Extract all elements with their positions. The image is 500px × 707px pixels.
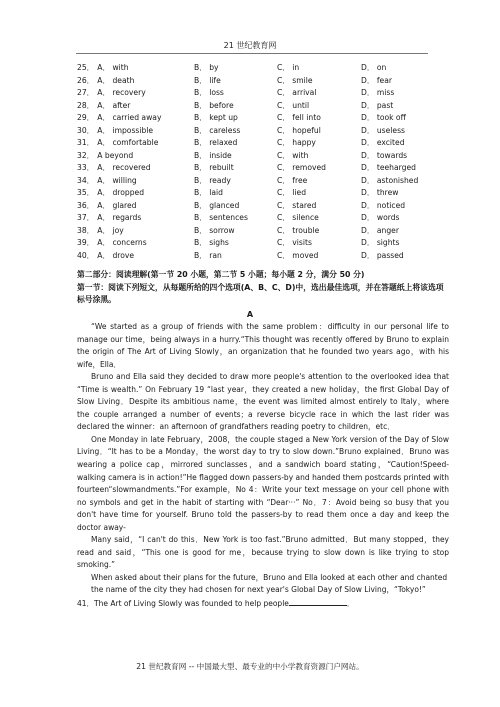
option-d: D． passed [361, 250, 404, 260]
question-number: 29． [77, 113, 95, 122]
option-b: B． loss [194, 88, 224, 97]
option-a-text: A． recovery [97, 88, 146, 97]
option-d: D． towards [361, 150, 408, 160]
option-row [77, 75, 447, 88]
option-b: B． sentences [194, 213, 248, 222]
question-number: 26． [77, 75, 95, 85]
option-a [77, 125, 153, 138]
option-c: C． in [277, 63, 300, 72]
option-a-text: A． death [97, 75, 135, 85]
section-title: 第二部分：阅读理解(第一节 20 小题，第二节 5 小题；每小题 2 分，满分 50 分) [77, 270, 365, 279]
option-row [77, 125, 447, 138]
question-number: 25． [77, 63, 95, 72]
option-c: C． hopeful [277, 125, 321, 135]
header-divider [76, 53, 428, 54]
option-a [77, 162, 151, 175]
option-a [77, 225, 124, 238]
option-row [77, 212, 447, 225]
option-d: D． past [361, 100, 394, 110]
question-number: 34． [77, 175, 95, 185]
passage-text [77, 321, 449, 611]
option-b: B． inside [194, 150, 232, 160]
option-row [77, 137, 447, 150]
option-a [77, 112, 161, 125]
page-footer: 21 世纪教育网 -- 中国最大型、最专业的中小学教育资源门户网站。 [136, 662, 364, 671]
question-41-text: 41．The Art of Living Slowly was founded to help people [77, 599, 289, 609]
option-a [77, 187, 144, 200]
question-number: 36． [77, 200, 95, 210]
option-d: D． fear [361, 75, 392, 85]
option-b: B． sorrow [194, 225, 235, 235]
option-a-text: A． joy [97, 225, 124, 235]
option-a [77, 137, 158, 150]
question-41 [77, 597, 449, 611]
option-d: D． teeharged [361, 163, 416, 172]
option-row [77, 100, 447, 113]
option-a-text: A． glared [97, 200, 137, 210]
paragraph-2: Bruno and Ella said they decided to draw more people's attention to the overlooked idea that “Time is wealth.” On February 19 “last year，they created a new holiday，the first Global Day of Slow Living．Despite its ambitious name，the event was limited almost entirely to Italy，where the couple arranged a number of events；a reverse bicycle race in which the last rider was declared the winner：an afternoon of grandfathers reading poetry to children，etc． [77, 372, 449, 432]
option-row [77, 150, 447, 163]
option-b: B． ready [194, 175, 231, 185]
question-number: 31． [77, 138, 95, 147]
section-instructions: 第一节：阅读下列短文，从每题所给的四个选项(A、B、C、D)中，选出最佳选项，并在答题纸上将该选项标号涂黑。 [77, 283, 444, 304]
option-c: C． happy [277, 138, 316, 147]
option-row [77, 175, 447, 188]
paragraph-6: the name of the city they had chosen for next year's Global Day of Slow Living，“Tokyo!” [91, 585, 426, 595]
option-c: C． trouble [277, 225, 320, 235]
option-d: D． took off [361, 113, 406, 122]
option-row [77, 87, 447, 100]
answer-options-list [77, 62, 447, 262]
paragraph-5: When asked about their plans for the future，Bruno and Ella looked at each other and chanted [91, 572, 448, 582]
option-a-text: A． concerns [97, 238, 147, 247]
option-b: B． rebuilt [194, 163, 234, 172]
option-row [77, 237, 447, 250]
option-row [77, 62, 447, 75]
question-number: 39． [77, 238, 95, 247]
passage-letter: A [246, 310, 254, 319]
question-number: 27． [77, 88, 95, 97]
option-c: C． with [277, 150, 309, 160]
option-a-text: A． after [97, 100, 131, 110]
option-d: D． words [361, 213, 400, 222]
option-d: D． threw [361, 188, 399, 197]
option-a [77, 75, 134, 88]
option-a-text: A． drove [97, 250, 135, 260]
option-a [77, 100, 130, 113]
option-c: C． fell into [277, 113, 321, 122]
option-a [77, 62, 129, 75]
paragraph-4: Many said，“I can't do this．New York is too fast.”Bruno admitted．But many stopped，they read and said，“This one is good for me，because trying to slow down is like trying to stop smoking.” [77, 535, 449, 570]
option-b: B． glanced [194, 200, 240, 210]
option-b: B． laid [194, 188, 223, 197]
option-a-text: A． with [97, 63, 129, 72]
option-c: C． smile [277, 75, 313, 85]
option-a-text: A． carried away [97, 113, 162, 122]
option-a-text: A beyond [97, 150, 134, 160]
option-a-text: A． regards [97, 213, 142, 222]
question-41-end: ． [346, 599, 355, 609]
question-number: 28． [77, 100, 95, 110]
option-b: B． sighs [194, 238, 229, 247]
option-row [77, 225, 447, 238]
option-row [77, 250, 447, 263]
option-a [77, 175, 137, 188]
option-b: B． before [194, 100, 234, 110]
option-c: C． stared [277, 200, 317, 210]
option-b: B． ran [194, 250, 222, 260]
option-c: C． free [277, 175, 308, 185]
option-a-text: A． dropped [97, 188, 145, 197]
option-d: D． on [361, 63, 387, 72]
answer-blank [289, 597, 347, 606]
option-row [77, 112, 447, 125]
option-a-text: A． impossible [97, 125, 154, 135]
paragraph-1: “We started as a group of friends with the same problem：difficulty in our personal life to manage our time，being always in a hurry.“This thought was recently offered by Bruno to explain the origin of The Art of Living Slowly，an organization that he founded two years ago，with his wife，Ella． [77, 322, 449, 369]
option-a [77, 212, 141, 225]
option-row [77, 200, 447, 213]
option-c: C． removed [277, 163, 326, 172]
option-d: D． anger [361, 225, 399, 235]
option-d: D． astonished [361, 175, 419, 185]
question-number: 32． [77, 150, 95, 160]
option-d: D． miss [361, 88, 395, 97]
question-number: 30． [77, 125, 95, 135]
option-row [77, 162, 447, 175]
option-row [77, 187, 447, 200]
option-a [77, 200, 137, 213]
option-d: D． useless [361, 125, 405, 135]
option-a [77, 87, 146, 100]
question-number: 38． [77, 225, 95, 235]
option-a [77, 237, 147, 250]
option-b: B． careless [194, 125, 241, 135]
option-a [77, 150, 133, 163]
option-b: B． relaxed [194, 138, 238, 147]
option-c: C． until [277, 100, 310, 110]
page-header: 21 世纪教育网 [223, 41, 277, 50]
option-d: D． noticed [361, 200, 406, 210]
option-a-text: A． comfortable [97, 138, 159, 147]
option-b: B． kept up [194, 113, 238, 122]
option-a-text: A． recovered [97, 163, 151, 172]
option-b: B． by [194, 63, 219, 72]
option-d: D． sights [361, 238, 400, 247]
option-d: D． excited [361, 138, 405, 147]
option-c: C． lied [277, 188, 307, 197]
option-c: C． visits [277, 238, 312, 247]
option-b: B． life [194, 75, 221, 85]
question-number: 40． [77, 250, 95, 260]
option-a [77, 250, 134, 263]
question-number: 37． [77, 213, 95, 222]
question-number: 35． [77, 188, 95, 197]
question-number: 33． [77, 163, 95, 172]
option-c: C． arrival [277, 88, 317, 97]
paragraph-3: One Monday in late February，2008，the couple staged a New York version of the Day of Slow Living．“It has to be a Monday，the worst day to try to slow down.”Bruno explained．Bruno was wearing a police cap，mirrored sunclasses，and a sandwich board stating，“Caution!Speed-walking camera is in action!”He flagged down passers-by and handed them postcards printed with fourteen“slowmandments.”For example，No 4：Write your text message on your cell phone with no symbols and get in the habit of starting with “Dear···” No．7：Avoid being so busy that you don't have time for yourself. Bruno told the passers-by to read them once a day and keep the doctor away- [77, 434, 449, 532]
option-a-text: A． willing [97, 175, 137, 185]
option-c: C． silence [277, 213, 319, 222]
option-c: C． moved [277, 250, 319, 260]
